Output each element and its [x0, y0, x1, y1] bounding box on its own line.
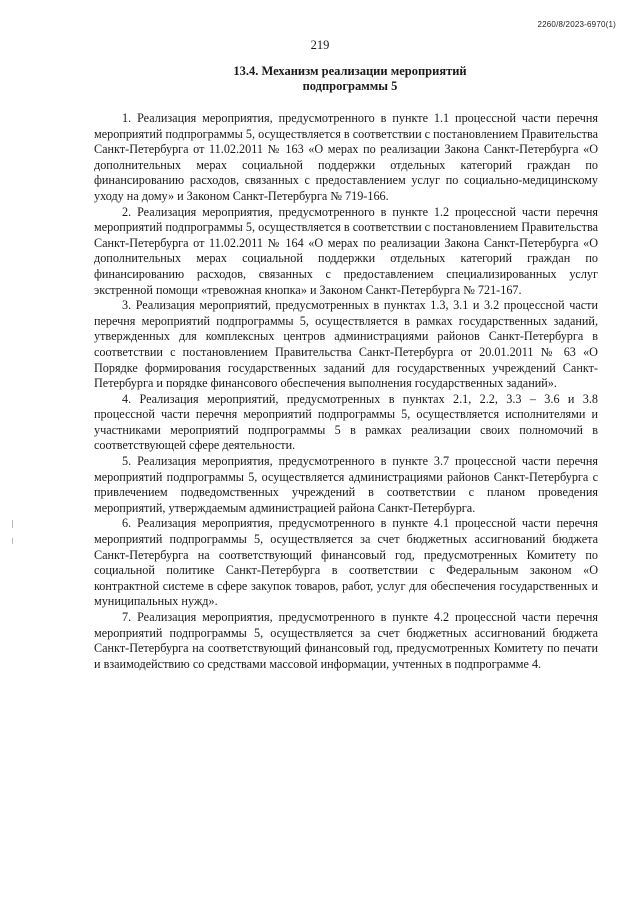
paragraph-2: 2. Реализация мероприятия, предусмотренного в пункте 1.2 процессной части перечня мероприятий подпрограммы 5, осуществляется в соответствии с постановлением Правительства Санкт-Петербурга от 11.02.2011 № 164 «О мерах по реализации Закона Санкт-Петербурга «О дополнительных мерах социальной поддержки отдельных категорий граждан по финансированию расходов, связанных с предоставлением специализированных услуг экстренной помощи «тревожная кнопка» и Законом Санкт-Петербурга № 721-167. — [94, 204, 598, 297]
section-title-line-1: 13.4. Механизм реализации мероприятий — [233, 64, 467, 78]
paragraph-5: 5. Реализация мероприятия, предусмотренного в пункте 3.7 процессной части перечня мероприятий подпрограммы 5, осуществляется администрациями районов Санкт-Петербурга с привлечением подведомственных учреждений в соответствии с планом проведения мероприятий, утверждаемым администрацией района Санкт-Петербурга. — [94, 454, 598, 515]
section-title-line-2: подпрограммы 5 — [302, 79, 398, 93]
paragraph-1: 1. Реализация мероприятия, предусмотренного в пункте 1.1 процессной части перечня мероприятий подпрограммы 5, осуществляется в соответствии с постановлением Правительства Санкт-Петербурга от 11.02.2011 № 163 «О мерах по реализации Закона Санкт-Петербурга «О дополнительных мерах социальной поддержки отдельных категорий граждан по финансированию расходов, связанных с предоставлением услуг по социально-медицинскому уходу на дому» и Законом Санкт-Петербурга № 719-166. — [94, 111, 598, 203]
section-title — [200, 64, 500, 94]
page-number: 219 — [310, 38, 330, 52]
section-body — [94, 111, 598, 672]
paragraph-3: 3. Реализация мероприятий, предусмотренных в пунктах 1.3, 3.1 и 3.2 процессной части перечня мероприятий подпрограммы 5, осуществляется в рамках государственных заданий, утвержденных для комплексных центров администрациями районов Санкт-Петербурга в соответствии с постановлением Правительства Санкт-Петербурга от 20.01.2011 № 63 «О Порядке формирования государственных заданий для государственных учреждений Санкт-Петербурга и порядке финансового обеспечения выполнения государственных заданий». — [94, 298, 598, 391]
paragraph-7: 7. Реализация мероприятия, предусмотренного в пункте 4.2 процессной части перечня мероприятий подпрограммы 5, осуществляется за счет бюджетных ассигнований бюджета Санкт-Петербурга на соответствующий финансовый год, предусмотренных Комитету по печати и взаимодействию со средствами массовой информации, учтенных в подпрограмме 4. — [94, 610, 598, 671]
document-id: 2260/8/2023-6970(1) — [537, 20, 616, 29]
scan-mark — [12, 538, 13, 544]
paragraph-4: 4. Реализация мероприятий, предусмотренных в пунктах 2.1, 2.2, 3.3 – 3.6 и 3.8 процессной части перечня мероприятий подпрограммы 5, осуществляется исполнителями и участниками мероприятий подпрограммы 5 в рамках реализации своих полномочий в соответствующей сфере деятельности. — [94, 391, 598, 453]
scan-mark — [12, 520, 13, 528]
paragraph-6: 6. Реализация мероприятия, предусмотренного в пункте 4.1 процессной части перечня мероприятий подпрограммы 5, осуществляется за счет бюджетных ассигнований бюджета Санкт-Петербурга на соответствующий финансовый год, предусмотренных Комитету по социальной политике Санкт-Петербурга в соответствии с Федеральным законом «О контрактной системе в сфере закупок товаров, работ, услуг для обеспечения государственных и муниципальных нужд». — [94, 516, 598, 609]
